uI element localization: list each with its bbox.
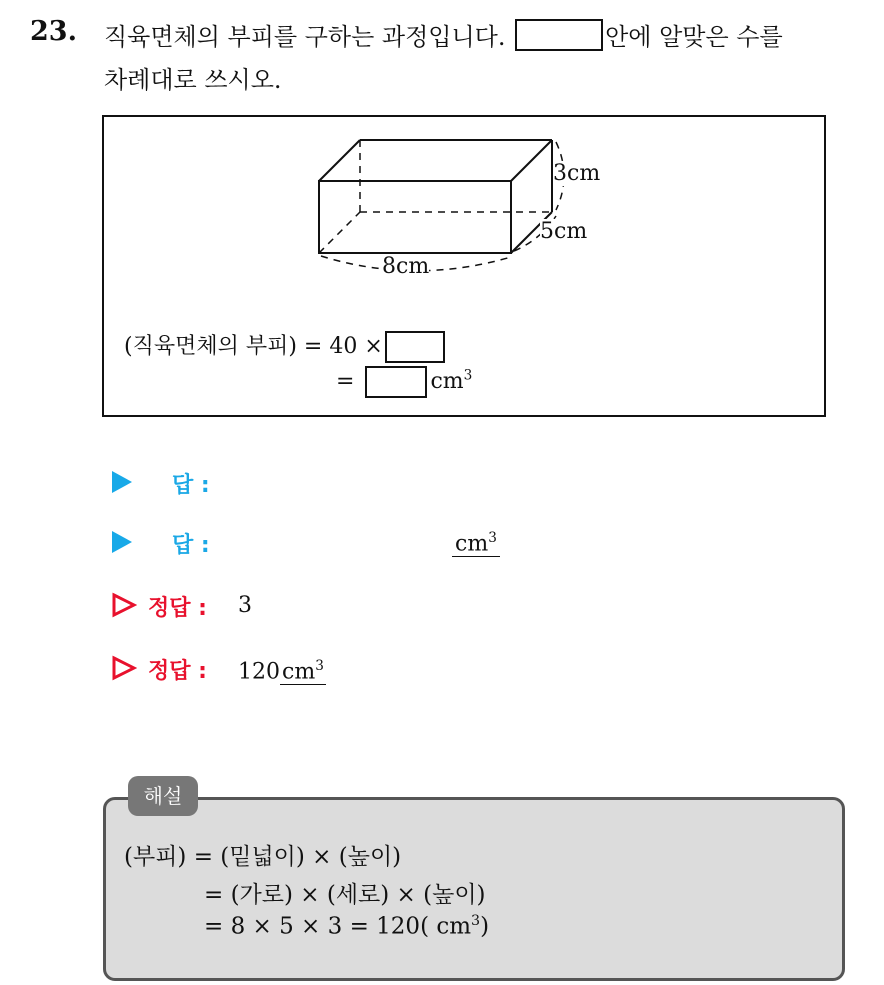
formula-blank-2 [365,366,427,398]
cuboid-diagram [300,130,620,290]
correct-label-1: 정답 : [148,596,207,621]
explanation-tag: 해설 [128,776,198,816]
answer-unit-underlined: $cm^3$ [452,526,500,557]
question-blank-box [515,19,603,51]
question-text-before-blank: 직육면체의 부피를 구하는 과정입니다. [104,23,506,51]
answer-label-2: 답 : [172,533,210,558]
formula-line-2 [336,366,472,398]
question-text-after-blank: 안에 알맞은 수를 [605,23,783,51]
cuboid-front-face [319,181,511,253]
question-line-1 [104,17,783,52]
question-number: 23. [30,16,77,47]
outline-triangle-icon [111,655,137,681]
outline-triangle-icon [111,592,137,618]
formula-lhs: (직육면체의 부피) = 40 × [124,334,383,359]
formula-line-1 [124,329,445,363]
play-triangle-icon [112,531,132,553]
correct-answer-2: $120cm^3$ [238,654,326,685]
explanation-line-1: (부피) = (밑넓이) × (높이) [124,844,402,870]
explanation-line-3: = 8 × 5 × 3 = 120( $cm^3$) [204,913,490,940]
formula-blank-1 [385,331,445,363]
formula-unit: $cm^3$ [430,367,473,394]
depth-label: 5cm [540,219,588,244]
question-line-2: 차례대로 쓰시오. [104,66,282,94]
width-label: 8cm [382,254,430,279]
play-triangle-icon [112,471,132,493]
explanation-line-2: = (가로) × (세로) × (높이) [204,882,486,908]
height-label: 3cm [553,161,601,186]
correct-label-2: 정답 : [148,659,207,684]
correct-answer-1: 3 [238,593,252,618]
formula-equals: = [336,369,355,394]
answer-label-1: 답 : [172,473,210,498]
